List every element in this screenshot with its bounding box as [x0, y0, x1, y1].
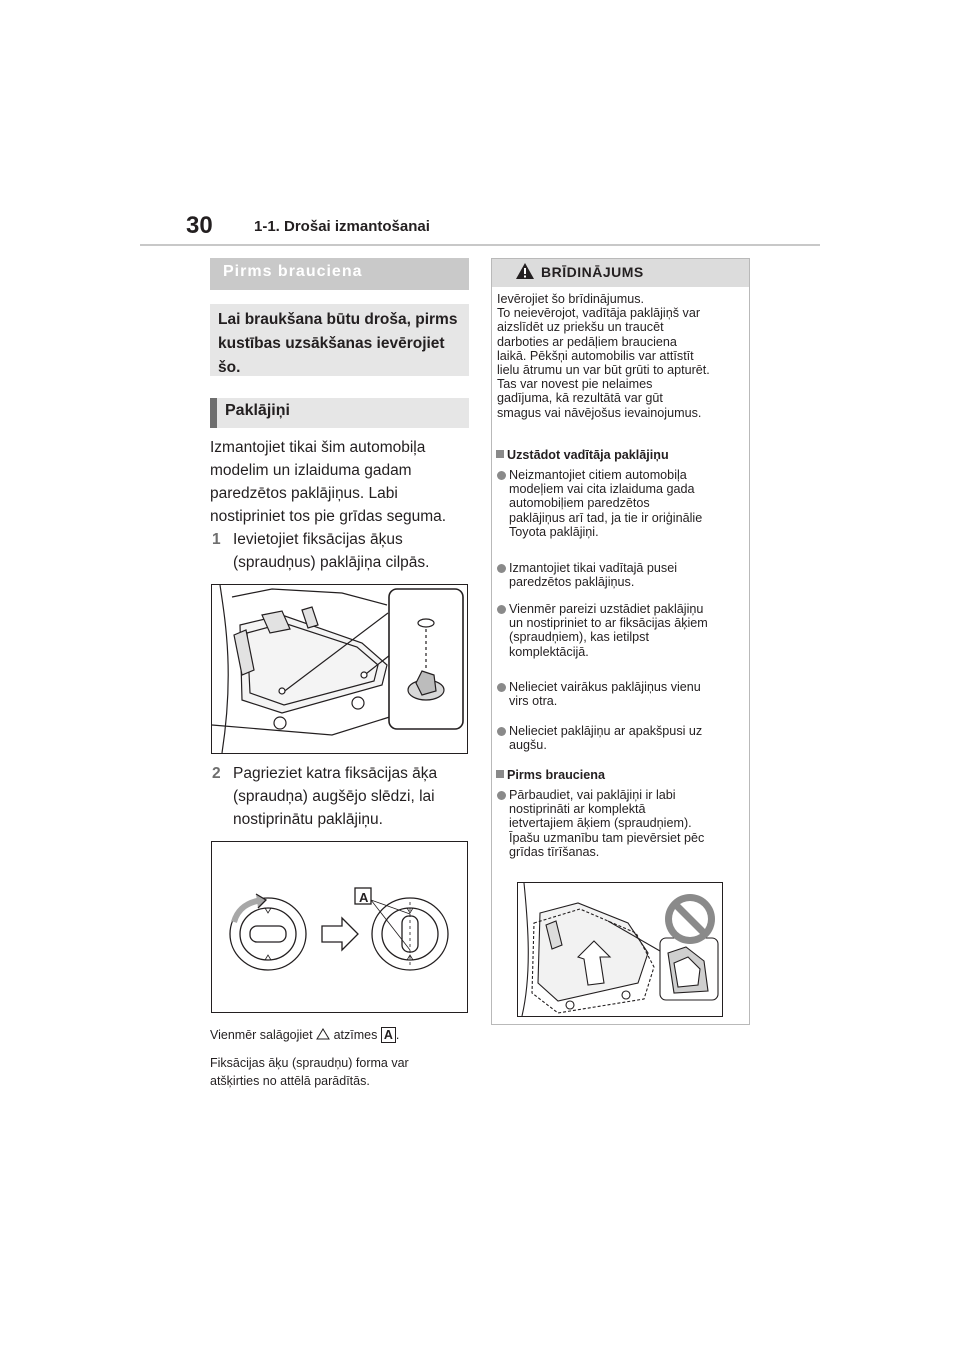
- step-line: Ievietojiet fiksācijas āķus: [233, 531, 403, 548]
- warning-line: aizslīdēt uz priekšu un traucēt: [497, 320, 664, 335]
- bullet-line: Nelieciet vairākus paklājiņus vienu: [509, 680, 701, 694]
- bullet-line: Neizmantojiet citiem automobiļa: [509, 468, 687, 482]
- warning-line: Ievērojiet šo brīdinājumus.: [497, 292, 644, 306]
- step-number: 2: [212, 765, 221, 782]
- bullet-line: Izmantojiet tikai vadītajā pusei: [509, 561, 678, 575]
- square-bullet-icon: [496, 450, 504, 458]
- bullet-line: komplektācijā.: [509, 644, 589, 659]
- floor-mat-figure: [211, 584, 468, 754]
- body-line: nostipriniet tos pie grīdas seguma.: [210, 508, 447, 525]
- square-bullet-icon: [496, 770, 504, 778]
- bullet-line: paklājiņus arī tad, ja tie ir oriģinālie: [509, 510, 703, 525]
- warning-intro: [497, 292, 747, 420]
- body-line: Izmantojiet tikai šim automobiļa: [210, 439, 426, 456]
- subsection-title: Paklājiņi: [225, 402, 290, 419]
- body-paragraph: [210, 436, 475, 528]
- bullet-dot-icon: [497, 683, 506, 692]
- body-line: paredzētos paklājiņus. Labi: [210, 485, 398, 502]
- stacked-mats-figure: [517, 882, 723, 1017]
- section-title: Pirms brauciena: [223, 263, 363, 280]
- caption-line: atšķirties no attēlā parādītās.: [210, 1074, 370, 1088]
- figure-label-a: A: [359, 890, 369, 905]
- intro-box: [210, 304, 469, 376]
- warning-heading-text: Pirms brauciena: [507, 768, 605, 782]
- step-2: [212, 762, 474, 831]
- warning-heading-text: Uzstādot vadītāja paklājiņu: [507, 448, 669, 462]
- warning-line: darboties ar pedāļiem brauciena: [497, 334, 677, 349]
- prohibited-icon: [665, 894, 715, 944]
- warning-bullet: [497, 680, 747, 708]
- caption-line: Fiksācijas āķu (spraudņu) forma var: [210, 1056, 409, 1070]
- warning-line: gadījuma, kā rezultātā var gūt: [497, 391, 663, 406]
- bullet-dot-icon: [497, 564, 506, 573]
- caption-text: .: [395, 1028, 400, 1042]
- warning-line: laikā. Pēkšņi automobilis var attīstīt: [497, 348, 694, 363]
- bullet-line: ietvertajiem āķiem (spraudņiem).: [509, 816, 692, 831]
- warning-bullet: [497, 468, 747, 539]
- caption-text: Vienmēr salāgojiet: [210, 1028, 313, 1042]
- caption-note: [210, 1054, 475, 1090]
- warning-heading-2: [496, 768, 748, 782]
- bullet-dot-icon: [497, 727, 506, 736]
- bullet-line: augšu.: [509, 738, 547, 753]
- floor-mat-illustration: [212, 585, 467, 753]
- chapter-title: 1-1. Drošai izmantošanai: [254, 218, 430, 235]
- hook-rotation-illustration: [212, 842, 467, 1012]
- body-line: modelim un izlaiduma gadam: [210, 462, 412, 479]
- warning-title: BRĪDINĀJUMS: [541, 264, 644, 280]
- bullet-line: Vienmēr pareizi uzstādiet paklājiņu: [509, 602, 704, 616]
- header-divider: [140, 244, 820, 246]
- hook-rotation-figure: [211, 841, 468, 1013]
- bullet-line: grīdas tīrīšanas.: [509, 844, 600, 859]
- warning-line: Tas var novest pie nelaimes: [497, 377, 653, 392]
- step-1: [212, 528, 474, 574]
- step-line: (spraudņa) augšējo slēdzi, lai: [233, 788, 435, 805]
- triangle-mark-icon: [316, 1028, 330, 1040]
- caption-text: atzīmes: [333, 1028, 378, 1042]
- step-line: nostiprinātu paklājiņu.: [233, 811, 383, 828]
- bullet-line: automobiļiem paredzētos: [509, 496, 650, 511]
- warning-heading-1: [496, 448, 748, 462]
- warning-line: To neievērojot, vadītāja paklājiņš var: [497, 306, 701, 321]
- bullet-dot-icon: [497, 605, 506, 614]
- subsection-banner: [210, 398, 469, 428]
- warning-bullet: [497, 561, 747, 589]
- intro-text: Lai braukšana būtu droša, pirms kustības uzsākšanas ievērojiet šo.: [218, 311, 458, 376]
- step-line: (spraudņus) paklājiņa cilpās.: [233, 554, 430, 571]
- warning-bullet: [497, 724, 747, 752]
- bullet-line: (spraudņiem), kas ietilpst: [509, 630, 649, 645]
- bullet-dot-icon: [497, 471, 506, 480]
- page-number: 30: [186, 212, 213, 239]
- step-number: 1: [212, 531, 221, 548]
- warning-bullet: [497, 788, 747, 859]
- bullet-line: paredzētos paklājiņus.: [509, 575, 635, 590]
- warning-line: smagus vai nāvējošus ievainojumus.: [497, 405, 702, 420]
- caption-label-a: A: [381, 1027, 396, 1043]
- warning-icon: [515, 262, 535, 280]
- bullet-line: Toyota paklājiņi.: [509, 524, 599, 539]
- bullet-line: Pārbaudiet, vai paklājiņi ir labi: [509, 788, 676, 802]
- bullet-line: virs otra.: [509, 694, 558, 709]
- warning-line: lielu ātrumu un var būt grūti to apturēt.: [497, 363, 710, 378]
- caption-align: [210, 1026, 475, 1044]
- stacked-mats-illustration: [518, 883, 722, 1016]
- bullet-dot-icon: [497, 791, 506, 800]
- warning-bullet: [497, 602, 747, 659]
- bullet-line: nostiprināti ar komplektā: [509, 802, 646, 817]
- bullet-line: un nostipriniet to ar fiksācijas āķiem: [509, 616, 708, 631]
- section-banner: [210, 258, 469, 290]
- bullet-line: Īpašu uzmanību tam pievērsiet pēc: [509, 830, 705, 845]
- bullet-line: modeļiem vai cita izlaiduma gada: [509, 482, 695, 497]
- step-line: Pagrieziet katra fiksācijas āķa: [233, 765, 438, 782]
- bullet-line: Nelieciet paklājiņu ar apakšpusi uz: [509, 724, 703, 738]
